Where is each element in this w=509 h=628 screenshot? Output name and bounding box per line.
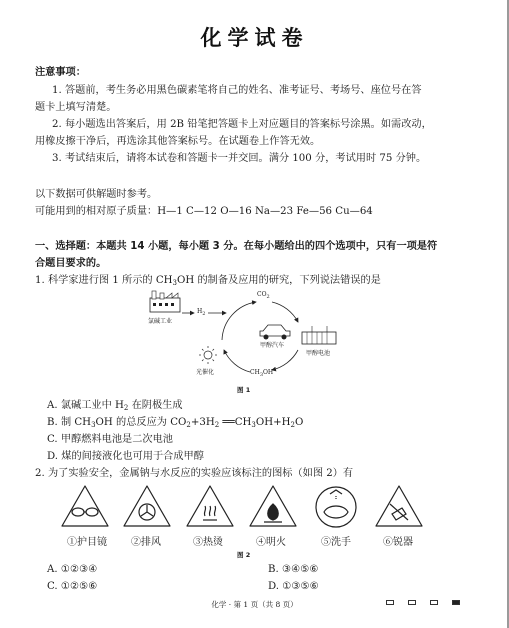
q1-option-b[interactable]: B. 制 $CH_3OH$ 的总反应为 $CO_2+3H_2$ $══CH_3OH+H_2O$: [47, 417, 304, 429]
icon-label-ventilation: ②排风: [131, 537, 161, 548]
section-1-heading: 一、选择题：本题共 14 小题，每小题 3 分。在每小题给出的四个选项中，只有一项是符: [35, 241, 438, 252]
section-1-heading-cont: 合题目要求的。: [35, 258, 107, 269]
wash-hands-icon: [316, 487, 356, 527]
icon-label-hot-surface: ③热烫: [193, 537, 223, 548]
q1-option-a[interactable]: A. 氯碱工业中 $H_2$ 在阴极生成: [47, 400, 183, 412]
icon-label-sharp-objects: ⑥锐器: [383, 537, 413, 548]
fig1-chlor-alkali-label: 氯碱工业: [148, 318, 173, 325]
open-flame-icon: [250, 486, 296, 526]
notice-line-2: 题卡上填写清楚。: [35, 102, 117, 113]
icon-label-wash-hands: ⑤洗手: [321, 537, 351, 548]
q2-stem: 2. 为了实验安全，金属钠与水反应的实验应该标注的图标（如图 2）有: [35, 468, 354, 479]
icon-label-goggles: ①护目镜: [67, 537, 107, 548]
q1-option-d[interactable]: D. 煤的间接液化也可用于合成甲醇: [47, 451, 204, 462]
q2-option-b[interactable]: B. ③④⑤⑥: [268, 564, 319, 575]
notice-heading: 注意事项：: [35, 67, 86, 78]
icon-label-open-flame: ④明火: [256, 537, 286, 548]
page-marker-2: [408, 600, 416, 605]
fig1-methanol-battery-label: 甲醇电池: [306, 350, 331, 357]
figure-2-caption: 图 2: [237, 551, 251, 559]
q2-option-d[interactable]: D. ①③⑤⑥: [268, 581, 319, 592]
fig1-co2-label: $CO_2$: [257, 291, 270, 300]
page-title: 化学试卷: [200, 26, 309, 50]
page-marker-3: [430, 600, 438, 605]
page-marker-current: [452, 600, 460, 605]
goggles-icon: [62, 486, 108, 526]
fig1-methanol-car-label: 甲醇汽车: [260, 342, 285, 349]
q2-option-a[interactable]: A. ①②③④: [47, 564, 98, 575]
notice-line-5: 3. 考试结束后，请将本试卷和答题卡一并交回。满分 100 分，考试用时 75 分钟。: [52, 153, 427, 164]
hot-surface-icon: [187, 486, 233, 526]
page-marker-1: [386, 600, 394, 605]
q2-option-c[interactable]: C. ①②⑤⑥: [47, 581, 98, 592]
ventilation-icon: [124, 486, 170, 526]
notice-line-4: 用橡皮擦干净后，再选涂其他答案标号。在试题卷上作答无效。: [35, 136, 321, 147]
fig1-ch3oh-label: $CH_3OH$: [250, 369, 274, 378]
data-intro: 以下数据可供解题时参考。: [35, 189, 158, 200]
atomic-mass-line: 可能用到的相对原子质量：H—1 C—12 O—16 Na—23 Fe—56 Cu—64: [35, 206, 373, 217]
q1-stem: 1. 科学家进行图 1 所示的 $CH_3OH$ 的制备及应用的研究，下列说法错误的是: [35, 275, 381, 287]
fig1-photocatalysis-label: 光催化: [196, 369, 215, 376]
page-footer: 化学 · 第 1 页（共 8 页）: [211, 600, 298, 609]
fig1-h2-label: $H_2$: [197, 308, 206, 317]
figure-1-caption: 图 1: [237, 386, 251, 394]
notice-line-1: 1. 答题前，考生务必用黑色碳素笔将自己的姓名、准考证号、考场号、座位号在答: [52, 85, 422, 96]
notice-line-3: 2. 每小题选出答案后，用 2B 铅笔把答题卡上对应题目的答案标号涂黑。如需改动，: [52, 119, 432, 130]
sharp-objects-icon: [376, 486, 422, 526]
q1-option-c[interactable]: C. 甲醇燃料电池是二次电池: [47, 434, 173, 445]
